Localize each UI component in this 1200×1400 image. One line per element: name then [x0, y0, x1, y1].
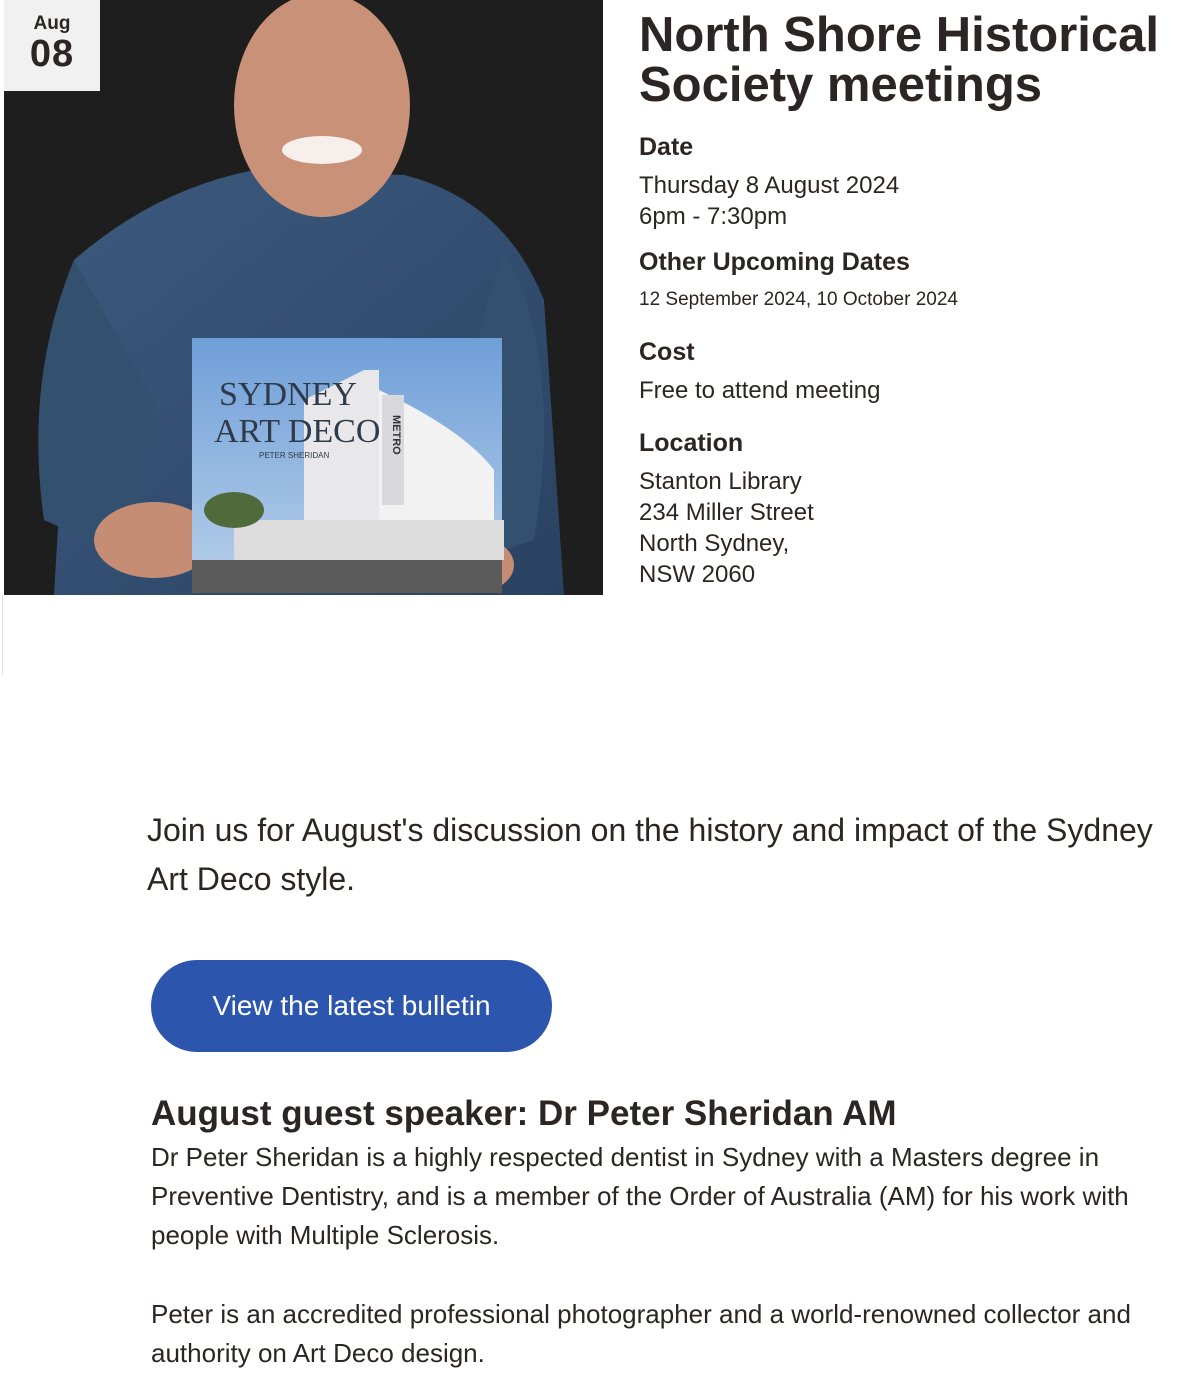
other-dates-value: 12 September 2024, 10 October 2024: [639, 289, 959, 310]
book-title-line1: SYDNEY: [219, 376, 357, 413]
location-line: NSW 2060: [639, 561, 756, 588]
date-badge-day: 08: [29, 33, 75, 75]
book-title-line2: ART DECO: [214, 413, 381, 450]
book-author: PETER SHERIDAN: [259, 451, 330, 460]
date-badge: [4, 0, 100, 91]
view-bulletin-button[interactable]: View the latest bulletin: [151, 960, 552, 1052]
speaker-bio-paragraph-1: Dr Peter Sheridan is a highly respected dentist in Sydney with a Masters degree in Preventive Dentistry, and is a member of the Order of Australia (AM) for his work with people with Multiple Sclerosis.: [151, 1142, 1129, 1250]
event-details: [639, 10, 1179, 590]
location-line: Stanton Library: [639, 468, 802, 495]
location-address: [639, 466, 1179, 590]
cost-value: Free to attend meeting: [639, 377, 881, 404]
date-value: Thursday 8 August 2024: [639, 172, 900, 199]
location-label: Location: [639, 429, 744, 457]
date-badge-month: Aug: [33, 13, 71, 34]
intro-text: Join us for August's discussion on the history and impact of the Sydney Art Deco style.: [147, 812, 1153, 897]
building-sign: METRO: [390, 415, 402, 455]
time-value: 6pm - 7:30pm: [639, 203, 788, 230]
date-label: Date: [639, 133, 694, 161]
event-title: North Shore Historical Society meetings: [639, 8, 1160, 112]
cost-label: Cost: [639, 338, 695, 366]
divider: [2, 595, 3, 675]
location-line: North Sydney,: [639, 530, 790, 557]
location-line: 234 Miller Street: [639, 499, 814, 526]
speaker-bio-paragraph-2: Peter is an accredited professional photographer and a world-renowned collector and authority on Art Deco design.: [151, 1299, 1131, 1368]
speaker-heading: August guest speaker: Dr Peter Sheridan AM: [151, 1094, 897, 1133]
other-dates-label: Other Upcoming Dates: [639, 248, 910, 276]
